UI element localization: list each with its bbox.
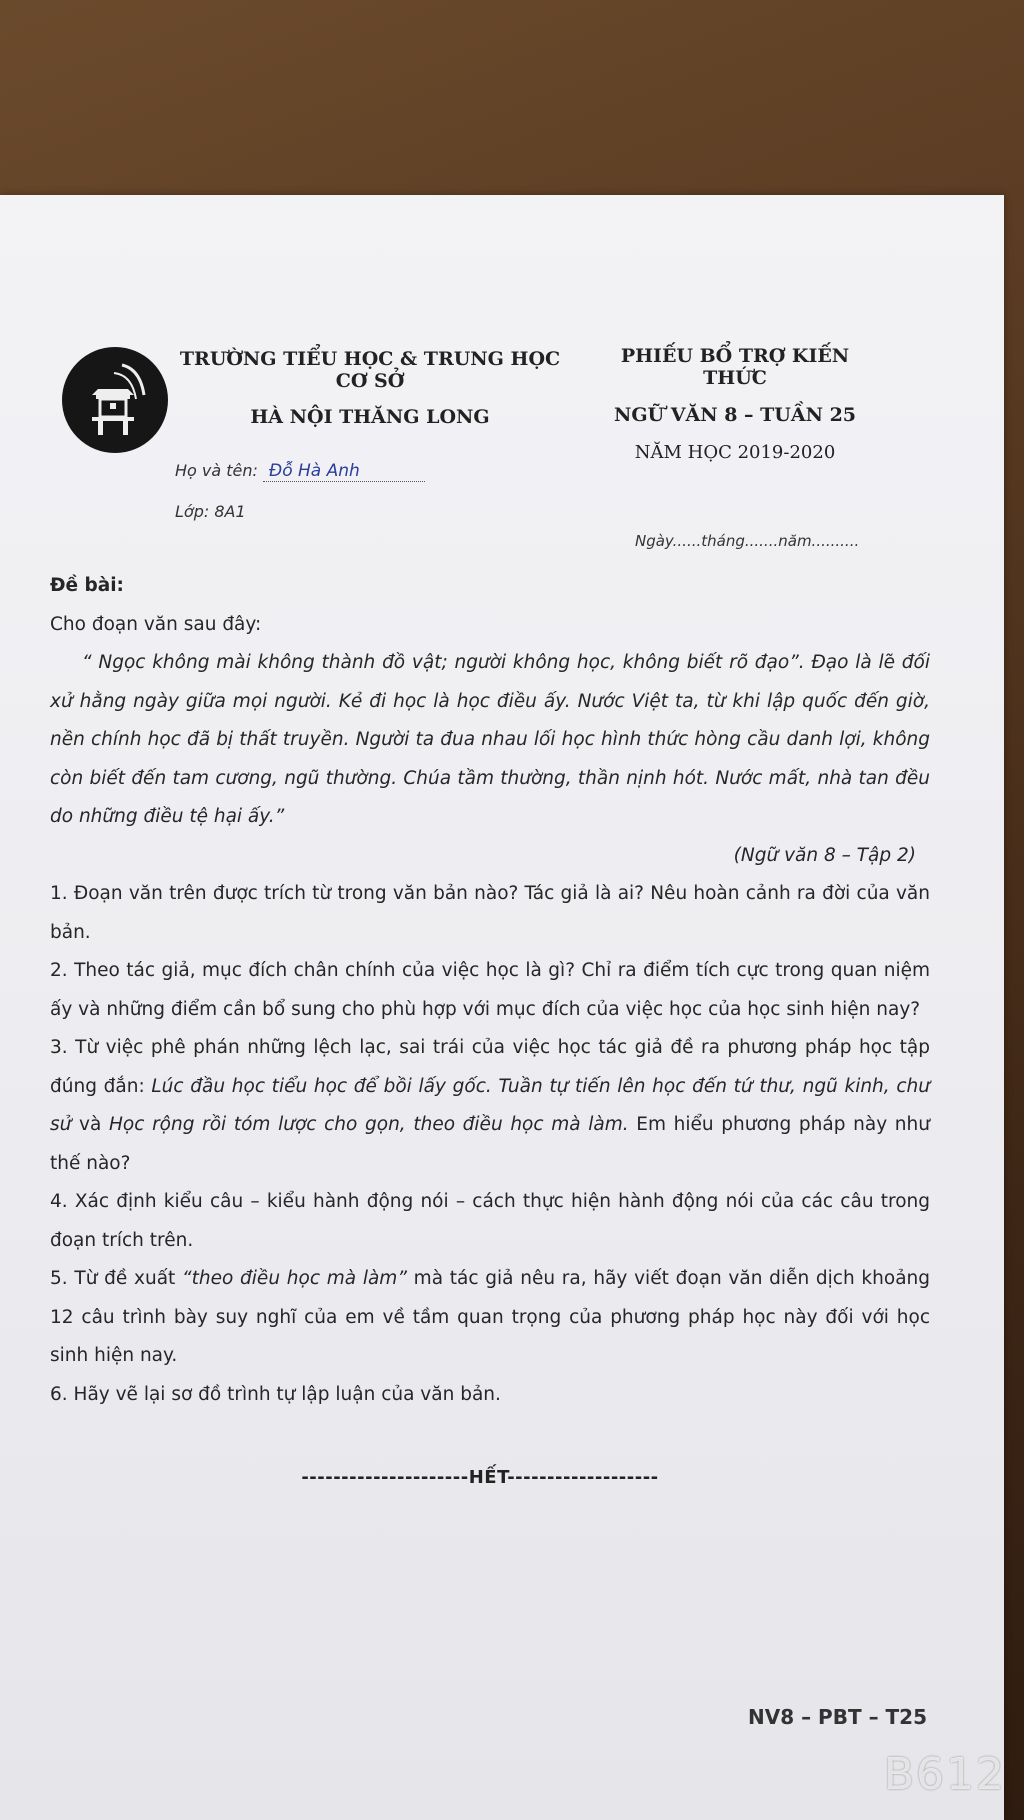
task-title: Đề bài: xyxy=(50,575,124,596)
end-mark: ---------------------HẾT------------------- xyxy=(301,1467,659,1488)
student-name-handwritten: Đỗ Hà Anh xyxy=(263,461,425,482)
question-5 xyxy=(50,1260,930,1376)
student-class: Lớp: 8A1 xyxy=(175,502,246,521)
sheet-heading xyxy=(600,345,870,463)
school-name xyxy=(168,348,572,428)
question-6: 6. Hãy vẽ lại sơ đồ trình tự lập luận của văn bản. xyxy=(50,1383,501,1405)
question-5-part-c: mà tác giả nêu ra, hãy viết đoạn văn diễn dịch khoảng 12 câu trình bày suy nghĩ của em về tầm quan trọng của phương pháp học này đối với học sinh hiện nay. xyxy=(50,1268,930,1366)
khue-van-cac-icon xyxy=(62,347,168,453)
question-2: 2. Theo tác giả, mục đích chân chính của việc học là gì? Chỉ ra điểm tích cực trong quan niệm ấy và những điểm cần bổ sung cho phù hợp với mục đích của việc học của học sinh hiện nay? xyxy=(50,960,930,1020)
question-3-part-b: Lúc đầu học tiểu học để bồi lấy gốc. Tuần tự tiến lên học đến tứ thư, ngũ kinh, chư sử xyxy=(50,1075,930,1135)
question-4: 4. Xác định kiểu câu – kiểu hành động nói – cách thực hiện hành động nói của các câu trong đoạn trích trên. xyxy=(50,1191,930,1251)
worksheet-paper xyxy=(0,195,1004,1820)
task-content xyxy=(50,567,930,1414)
school-logo xyxy=(62,347,168,453)
date-field: Ngày......tháng.......năm.......... xyxy=(635,532,860,550)
name-label: Họ và tên: xyxy=(175,461,258,480)
quote-source: (Ngữ văn 8 – Tập 2) xyxy=(733,844,916,866)
question-3 xyxy=(50,1029,930,1183)
school-name-line1: TRƯỜNG TIỂU HỌC & TRUNG HỌC CƠ SỞ xyxy=(179,348,561,392)
question-3-part-e: Em hiểu phương pháp này như thế nào? xyxy=(50,1114,930,1174)
document-code: NV8 – PBT – T25 xyxy=(748,1705,928,1729)
school-name-line2: HÀ NỘI THĂNG LONG xyxy=(250,406,490,428)
quoted-passage: “ Ngọc không mài không thành đồ vật; người không học, không biết rõ đạo”. Đạo là lẽ đối xử hằng ngày giữa mọi người. Kẻ đi học là học điều ấy. Nước Việt ta, từ khi lập quốc đến giờ, nền chính học đã bị thất truyền. Người ta đua nhau lối học hình thức hòng cầu danh lợi, không còn biết đến tam cương, ngũ thường. Chúa tầm thường, thần nịnh hót. Nước mất, nhà tan đều do những điều tệ hại ấy.” xyxy=(50,652,930,827)
question-3-part-c: và xyxy=(79,1114,102,1135)
task-intro: Cho đoạn văn sau đây: xyxy=(50,613,262,635)
sheet-title: PHIẾU BỔ TRỢ KIẾN THỨC xyxy=(620,345,850,389)
camera-watermark: B612 xyxy=(883,1749,1006,1800)
student-name-field xyxy=(175,461,425,482)
school-year: NĂM HỌC 2019-2020 xyxy=(634,442,836,463)
question-5-part-a: 5. Từ đề xuất xyxy=(50,1268,176,1289)
sheet-subject: NGỮ VĂN 8 – TUẦN 25 xyxy=(613,404,857,426)
question-5-part-b: “theo điều học mà làm” xyxy=(182,1268,407,1289)
question-3-part-d: Học rộng rồi tóm lược cho gọn, theo điều học mà làm. xyxy=(109,1114,629,1135)
question-1: 1. Đoạn văn trên được trích từ trong văn bản nào? Tác giả là ai? Nêu hoàn cảnh ra đời của văn bản. xyxy=(50,883,930,943)
question-3-part-a: 3. Từ việc phê phán những lệch lạc, sai trái của việc học tác giả đề ra phương pháp học tập đúng đắn: xyxy=(50,1037,930,1097)
